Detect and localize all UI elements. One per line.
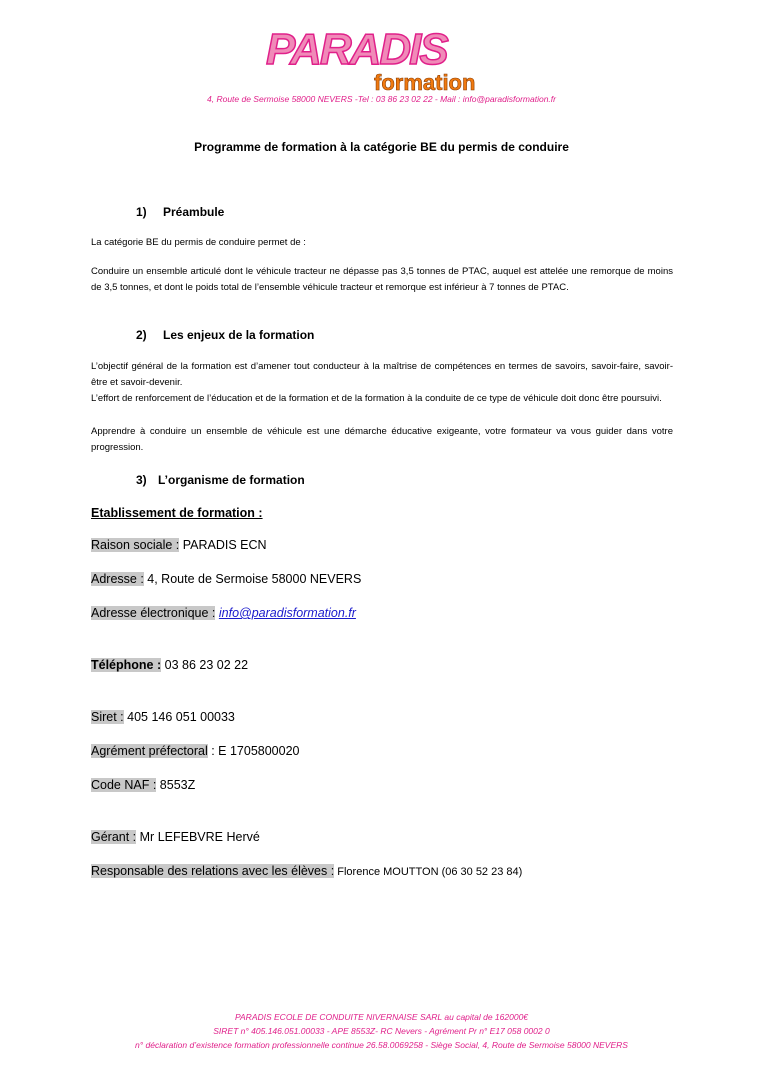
- logo-text-paradis: PARADIS: [266, 25, 447, 74]
- siret-row: [91, 710, 235, 724]
- gerant-value: Mr LEFEBVRE Hervé: [136, 830, 260, 844]
- preambule-body: Conduire un ensemble articulé dont le véhicule tracteur ne dépasse pas 3,5 tonnes de PTAC, auquel est attelée une remorque de moins de 3,5 tonnes, et dont le poids total de l’ensemble véhicule tracteur et remorque est inférieur à 7 tonnes de PTAC.: [91, 266, 673, 293]
- gerant-row: [91, 830, 260, 844]
- raison-sociale-value: PARADIS ECN: [179, 538, 267, 552]
- section-3-number: 3): [136, 473, 147, 487]
- agrement-value: : E 1705800020: [207, 744, 300, 758]
- adresse-label: Adresse :: [91, 572, 144, 586]
- telephone-label: Téléphone :: [91, 658, 162, 672]
- email-label: Adresse électronique :: [91, 606, 216, 620]
- section-3-title: L’organisme de formation: [158, 473, 305, 487]
- logo-text-formation: formation: [374, 70, 476, 94]
- paradis-formation-logo: [262, 22, 512, 94]
- page-title: Programme de formation à la catégorie BE du permis de conduire: [194, 140, 569, 154]
- code-naf-label: Code NAF :: [91, 778, 157, 792]
- header-contact: 4, Route de Sermoise 58000 NEVERS -Tel : 03 86 23 02 22 - Mail : info@paradisformation.fr: [207, 94, 556, 104]
- etablissement-heading: Etablissement de formation :: [91, 506, 263, 520]
- enjeux-paragraph-1: L’objectif général de la formation est d’amener tout conducteur à la maîtrise de compétences en termes de savoirs, savoir-faire, savoir-être et savoir-devenir.: [91, 361, 673, 388]
- adresse-value: 4, Route de Sermoise 58000 NEVERS: [143, 572, 362, 586]
- gerant-label: Gérant :: [91, 830, 137, 844]
- siret-value: 405 146 051 00033: [123, 710, 235, 724]
- raison-sociale-row: [91, 538, 267, 552]
- adresse-row: [91, 572, 361, 586]
- responsable-value: Florence MOUTTON (06 30 52 23 84): [334, 866, 523, 878]
- section-2-title: Les enjeux de la formation: [163, 328, 315, 342]
- footer-line-2: SIRET n° 405.146.051.00033 - APE 8553Z- RC Nevers - Agrément Pr n° E17 058 0002 0: [213, 1026, 550, 1036]
- section-1-title: Préambule: [163, 205, 225, 219]
- section-1-number: 1): [136, 205, 147, 219]
- enjeux-paragraph-3: Apprendre à conduire un ensemble de véhicule est une démarche éducative exigeante, votre formateur va vous guider dans votre progression.: [91, 426, 673, 453]
- siret-label: Siret :: [91, 710, 124, 724]
- enjeux-paragraph-2: L’effort de renforcement de l’éducation et de la formation et de la formation à la conduite de ce type de véhicule doit donc être poursuivi.: [91, 393, 662, 404]
- agrement-label: Agrément préfectoral: [91, 744, 208, 758]
- preambule-intro: La catégorie BE du permis de conduire permet de :: [91, 237, 306, 248]
- email-row: [91, 606, 356, 620]
- telephone-row: [91, 658, 248, 672]
- footer-line-1: PARADIS ECOLE DE CONDUITE NIVERNAISE SARL au capital de 162000€: [234, 1012, 529, 1022]
- raison-sociale-label: Raison sociale :: [91, 538, 180, 552]
- footer-line-3: n° déclaration d’existence formation professionnelle continue 26.58.0069258 - Siège Social, 4, Route de Sermoise 58000 NEVERS: [135, 1040, 628, 1050]
- code-naf-row: [91, 778, 195, 792]
- responsable-row: [91, 864, 522, 878]
- telephone-value: 03 86 23 02 22: [161, 658, 249, 672]
- section-2-number: 2): [136, 328, 147, 342]
- email-link[interactable]: info@paradisformation.fr: [218, 606, 356, 620]
- code-naf-value: 8553Z: [156, 778, 196, 792]
- responsable-label: Responsable des relations avec les élèves :: [91, 864, 335, 878]
- agrement-row: [91, 744, 299, 758]
